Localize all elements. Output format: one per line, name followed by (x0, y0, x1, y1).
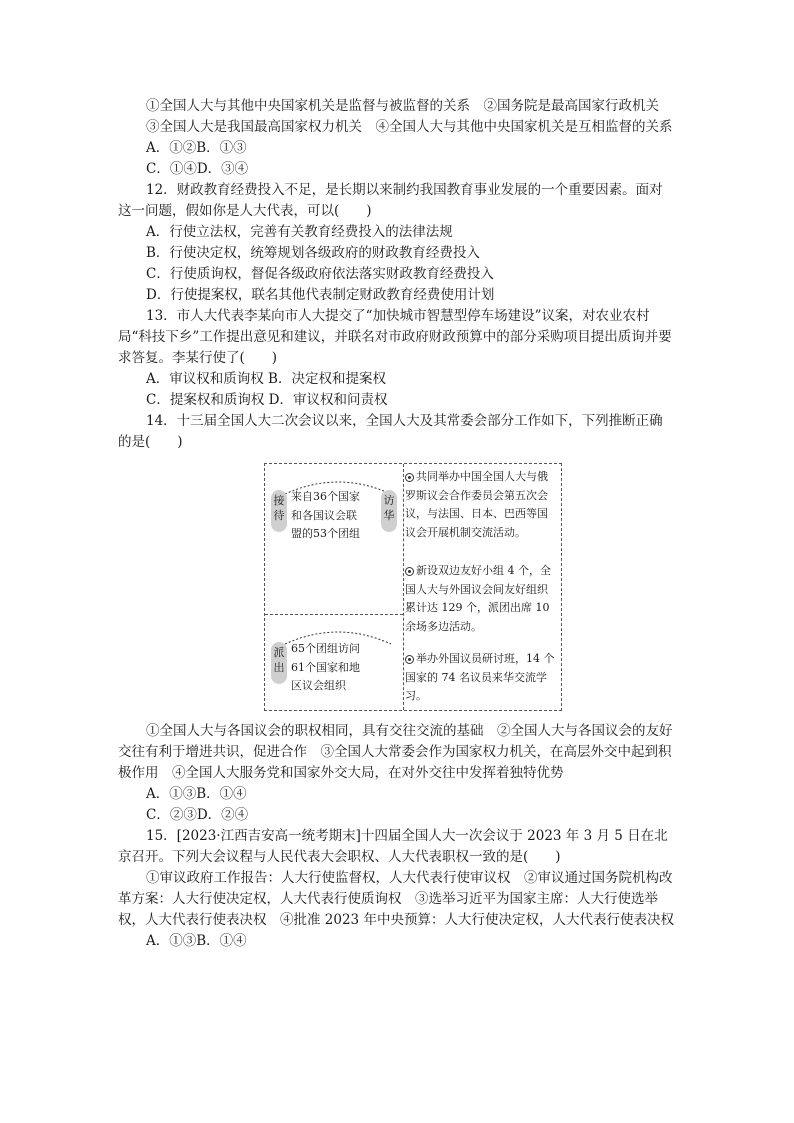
send-oval (271, 642, 287, 684)
q12-option-a: A．行使立法权，完善有关教育经费投入的法律法规 (146, 224, 453, 240)
bullet-icon (405, 473, 414, 482)
right-item-3 (405, 650, 557, 706)
visit-oval (381, 490, 397, 532)
q14-stem: 14．十三届全国人大二次会议以来，全国人大及其常委会部分工作如下，下列推断正确的是( ) (118, 413, 663, 450)
q15-options-ab: A．①③B．①④ (146, 933, 247, 949)
figure-left-divider (265, 614, 403, 615)
q14-figure (264, 463, 562, 711)
receive-label-2: 待 (273, 509, 285, 522)
q13-options-cd: C．提案权和质询权 D．审议权和问责权 (146, 392, 388, 408)
right-item-1 (405, 468, 557, 542)
visit-label-2: 华 (383, 509, 395, 522)
q13-stem: 13．市人大代表李某向市人大提交了“加快城市智慧型停车场建设”议案，对农业农村局“科技下乡”工作提出意见和建议，并联名对市政府财政预算中的部分采购项目提出质询并要求答复。李某行使了( ) (118, 308, 672, 366)
q15-statements: ①审议政府工作报告：人大行使监督权，人大代表行使审议权 ②审议通过国务院机构改革方案：人大行使决定权，人大代表行使质询权 ③选举习近平为国家主席：人大行使选举权，人大代表行使表决权 ④批准 2023 年中央预算：人大行使决定权，人大代表行使表决权 (118, 870, 674, 928)
q11-statements-2: ③全国人大是我国最高国家权力机关 ④全国人大与其他中央国家机关是互相监督的关系 (146, 119, 673, 135)
receive-label-1: 接 (273, 494, 285, 507)
q12-option-d: D．行使提案权，联名其他代表制定财政教育经费使用计划 (146, 287, 495, 303)
q11-options-ab: A．①②B．①③ (146, 140, 247, 156)
figure-divider (403, 464, 404, 710)
right-item-3-text: 举办外国议员研讨班，14 个国家的 74 名议员来华交流学习。 (405, 652, 555, 702)
bullet-icon (405, 567, 414, 576)
q15-stem: 15．[2023·江西吉安高一统考期末]十四届全国人大一次会议于 2023 年 3 月 5 日在北京召开。下列大会议程与人民代表大会职权、人大代表职权一致的是( ) (118, 828, 668, 865)
exam-page (118, 96, 674, 952)
q14-statements: ①全国人大与各国议会的职权相同，具有交往交流的基础 ②全国人大与各国议会的友好交往有利于增进共识，促进合作 ③全国人大常委会作为国家权力机关，在高层外交中起到积极作用 ④全国人大服务党和国家外交大局，在对外交往中发挥着独特优势 (118, 723, 673, 781)
bullet-icon (405, 655, 414, 664)
right-item-2 (405, 562, 557, 636)
q14-options-ab: A．①③B．①④ (146, 786, 247, 802)
right-item-2-text: 新设双边友好小组 4 个，全国人大与外国议会间友好组织累计达 129 个，派团出席 10 余场多边活动。 (405, 564, 551, 633)
right-item-1-text: 共同举办中国全国人大与俄罗斯议会合作委员会第五次会议，与法国、日本、巴西等国议会开展机制交流活动。 (405, 470, 548, 539)
receive-oval (271, 490, 287, 532)
q14-options-cd: C．②③D．②④ (146, 807, 249, 823)
send-text: 65个团组访问61个国家和地区议会组织 (291, 642, 360, 692)
send-label-1: 派 (273, 646, 285, 659)
q13-options-ab: A．审议权和质询权 B．决定权和提案权 (146, 371, 386, 387)
q11-statements-1: ①全国人大与其他中央国家机关是监督与被监督的关系 ②国务院是最高国家行政机关 (146, 98, 659, 114)
receive-text: 来自36个国家和各国议会联盟的53个团组 (291, 490, 360, 540)
q12-option-b: B．行使决定权，统筹规划各级政府的财政教育经费投入 (146, 245, 480, 261)
send-label-2: 出 (273, 661, 285, 674)
q11-options-cd: C．①④D．③④ (146, 161, 249, 177)
q12-stem: 12．财政教育经费投入不足，是长期以来制约我国教育事业发展的一个重要因素。面对这一问题，假如你是人大代表，可以( ) (118, 182, 663, 219)
q12-option-c: C．行使质询权，督促各级政府依法落实财政教育经费投入 (146, 266, 494, 282)
visit-label-1: 访 (383, 494, 395, 507)
